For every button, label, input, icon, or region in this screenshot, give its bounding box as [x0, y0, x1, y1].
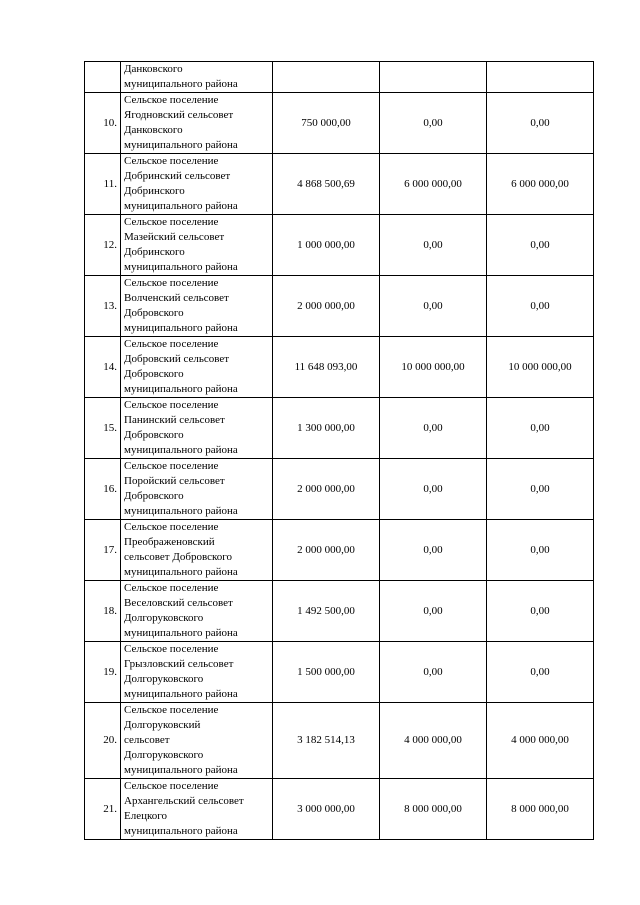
amount-col2: 0,00	[380, 398, 487, 459]
amount-col3: 8 000 000,00	[487, 779, 594, 840]
table-row	[85, 642, 594, 703]
settlement-name: Сельское поселение Ягодновский сельсовет Данковского муниципального района	[121, 93, 273, 154]
amount-col2: 10 000 000,00	[380, 337, 487, 398]
amount-col3: 0,00	[487, 398, 594, 459]
amount-col3: 4 000 000,00	[487, 703, 594, 779]
amount-col3: 6 000 000,00	[487, 154, 594, 215]
amount-col2	[380, 62, 487, 93]
amount-col3: 10 000 000,00	[487, 337, 594, 398]
table-body	[85, 62, 594, 840]
amount-col3: 0,00	[487, 642, 594, 703]
row-number: 17.	[85, 520, 121, 581]
amount-col2: 0,00	[380, 581, 487, 642]
row-number: 18.	[85, 581, 121, 642]
table-row	[85, 520, 594, 581]
settlement-name: Сельское поселение Панинский сельсовет Добровского муниципального района	[121, 398, 273, 459]
amount-col3: 0,00	[487, 581, 594, 642]
settlement-name: Сельское поселение Долгоруковский сельсовет Долгоруковского муниципального района	[121, 703, 273, 779]
row-number: 19.	[85, 642, 121, 703]
table-row	[85, 779, 594, 840]
row-number: 16.	[85, 459, 121, 520]
amount-col2: 0,00	[380, 93, 487, 154]
amount-col1: 11 648 093,00	[273, 337, 380, 398]
amount-col3: 0,00	[487, 459, 594, 520]
table-row	[85, 581, 594, 642]
settlement-name: Сельское поселение Добровский сельсовет Добровского муниципального района	[121, 337, 273, 398]
amount-col2: 0,00	[380, 215, 487, 276]
settlement-name: Сельское поселение Поройский сельсовет Добровского муниципального района	[121, 459, 273, 520]
row-number	[85, 62, 121, 93]
amount-col1: 2 000 000,00	[273, 459, 380, 520]
settlement-name: Сельское поселение Преображеновский сельсовет Добровского муниципального района	[121, 520, 273, 581]
table-row	[85, 62, 594, 93]
row-number: 13.	[85, 276, 121, 337]
amount-col3: 0,00	[487, 520, 594, 581]
amount-col2: 0,00	[380, 459, 487, 520]
budget-table	[84, 61, 594, 840]
row-number: 11.	[85, 154, 121, 215]
amount-col3: 0,00	[487, 215, 594, 276]
row-number: 10.	[85, 93, 121, 154]
row-number: 14.	[85, 337, 121, 398]
amount-col1: 2 000 000,00	[273, 276, 380, 337]
amount-col1: 1 500 000,00	[273, 642, 380, 703]
amount-col1: 4 868 500,69	[273, 154, 380, 215]
row-number: 12.	[85, 215, 121, 276]
amount-col1: 3 182 514,13	[273, 703, 380, 779]
amount-col2: 4 000 000,00	[380, 703, 487, 779]
amount-col2: 6 000 000,00	[380, 154, 487, 215]
amount-col3: 0,00	[487, 276, 594, 337]
table-row	[85, 154, 594, 215]
table-row	[85, 215, 594, 276]
amount-col1: 750 000,00	[273, 93, 380, 154]
settlement-name: Сельское поселение Добринский сельсовет Добринского муниципального района	[121, 154, 273, 215]
amount-col1: 1 492 500,00	[273, 581, 380, 642]
amount-col1	[273, 62, 380, 93]
table-row	[85, 93, 594, 154]
settlement-name: Данковского муниципального района	[121, 62, 273, 93]
amount-col1: 2 000 000,00	[273, 520, 380, 581]
amount-col1: 1 300 000,00	[273, 398, 380, 459]
amount-col1: 1 000 000,00	[273, 215, 380, 276]
table-row	[85, 276, 594, 337]
amount-col2: 0,00	[380, 642, 487, 703]
amount-col2: 0,00	[380, 276, 487, 337]
row-number: 20.	[85, 703, 121, 779]
amount-col3	[487, 62, 594, 93]
settlement-name: Сельское поселение Архангельский сельсовет Елецкого муниципального района	[121, 779, 273, 840]
amount-col2: 0,00	[380, 520, 487, 581]
amount-col3: 0,00	[487, 93, 594, 154]
amount-col1: 3 000 000,00	[273, 779, 380, 840]
table-row	[85, 398, 594, 459]
settlement-name: Сельское поселение Мазейский сельсовет Добринского муниципального района	[121, 215, 273, 276]
row-number: 15.	[85, 398, 121, 459]
settlement-name: Сельское поселение Веселовский сельсовет Долгоруковского муниципального района	[121, 581, 273, 642]
table-row	[85, 459, 594, 520]
row-number: 21.	[85, 779, 121, 840]
table-row	[85, 703, 594, 779]
settlement-name: Сельское поселение Грызловский сельсовет Долгоруковского муниципального района	[121, 642, 273, 703]
settlement-name: Сельское поселение Волченский сельсовет Добровского муниципального района	[121, 276, 273, 337]
amount-col2: 8 000 000,00	[380, 779, 487, 840]
table-row	[85, 337, 594, 398]
